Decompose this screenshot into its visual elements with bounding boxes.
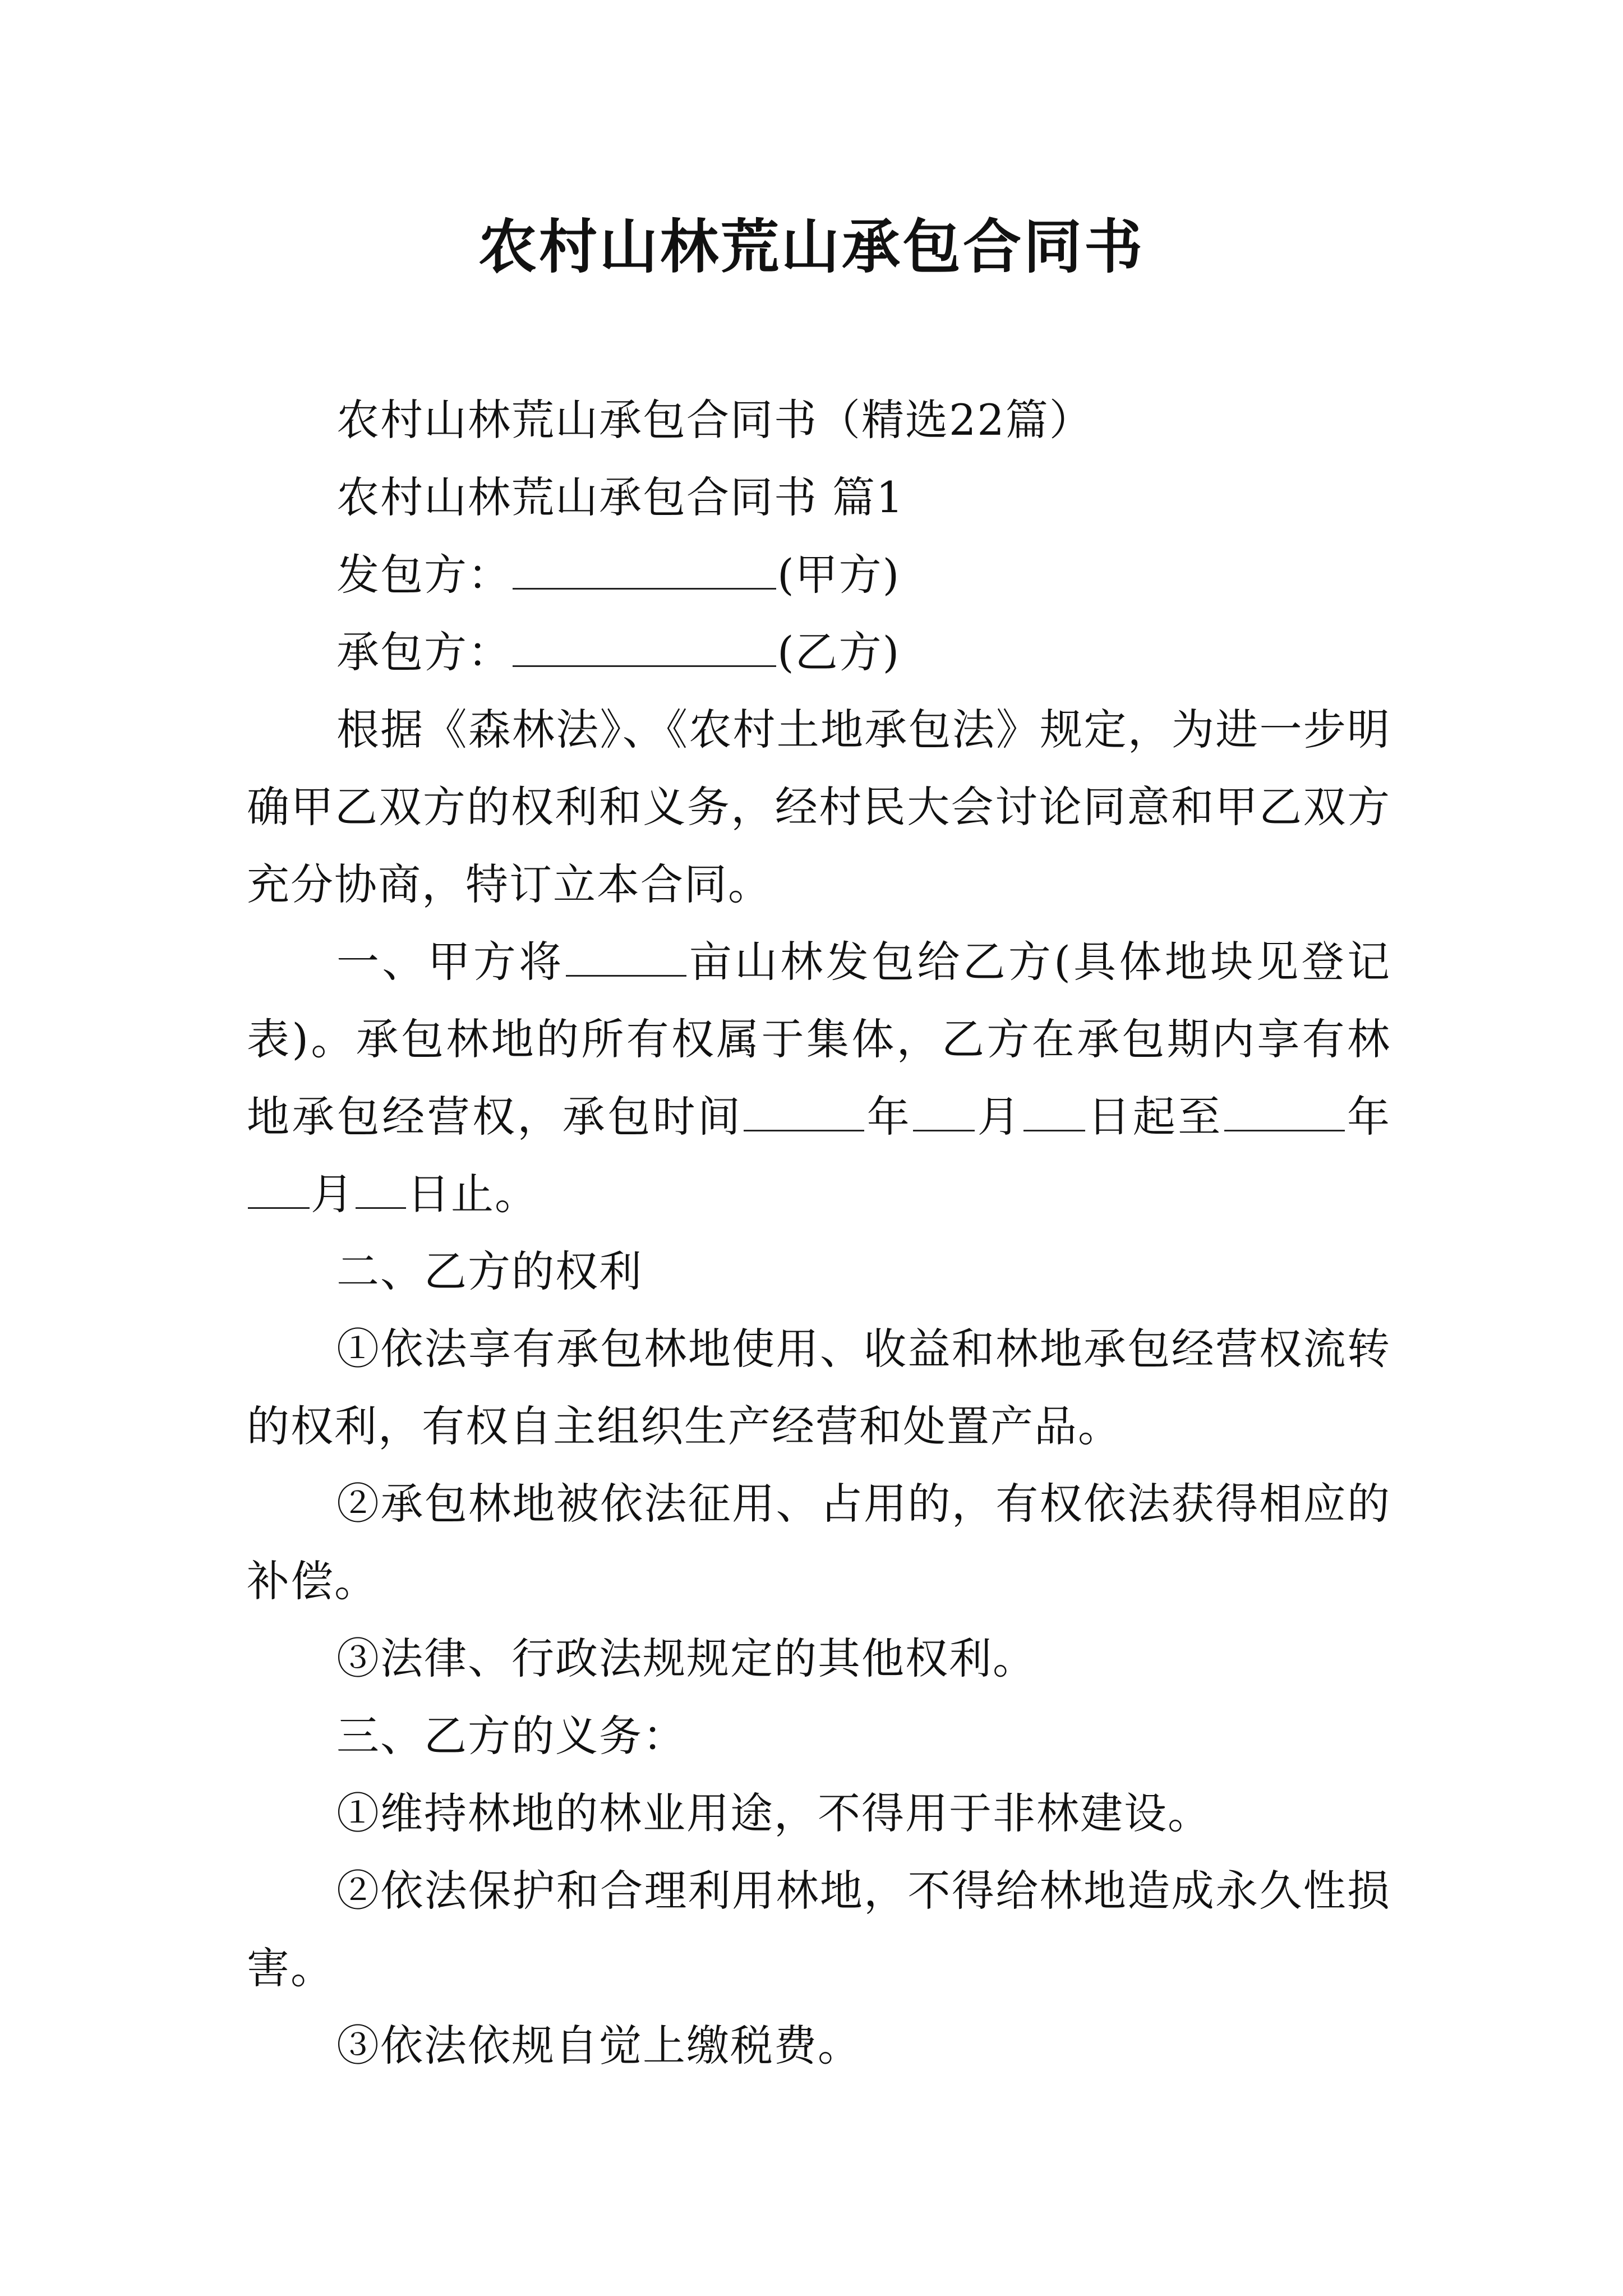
duty-2: ②依法保护和合理利用林地，不得给林地造成永久性损害。 — [247, 1866, 1391, 1993]
party-b-suffix: (乙方) — [777, 627, 901, 677]
end-day-blank — [356, 1165, 406, 1209]
end-month-label: 月 — [311, 1169, 354, 1219]
start-month-blank — [913, 1087, 975, 1131]
party-a-blank — [513, 545, 776, 590]
clause-1-paragraph — [247, 923, 1391, 1233]
start-month-label: 月 — [976, 1092, 1023, 1142]
preamble-paragraph: 根据《森林法》、《农村土地承包法》规定，为进一步明确甲乙双方的权利和义务，经村民大会讨论同意和甲乙双方充分协商，特订立本合同。 — [247, 705, 1391, 909]
right-3: ③法律、行政法规规定的其他权利。 — [336, 1634, 1036, 1683]
start-day-blank — [1023, 1087, 1085, 1131]
right-2: ②承包林地被依法征用、占用的，有权依法获得相应的补偿。 — [247, 1479, 1391, 1606]
start-year-label: 年 — [865, 1092, 912, 1142]
duty-3: ③依法依规自觉上缴税费。 — [336, 2021, 861, 2070]
end-day-label: 日止。 — [407, 1169, 538, 1219]
duties-heading: 三、乙方的义务： — [336, 1711, 686, 1761]
start-year-blank — [744, 1087, 864, 1131]
acreage-blank — [566, 932, 686, 977]
end-year-label: 年 — [1345, 1092, 1391, 1142]
start-day-label: 日起至 — [1086, 1092, 1223, 1142]
rights-heading: 二、乙方的权利 — [336, 1246, 643, 1296]
end-year-blank — [1224, 1087, 1345, 1131]
end-month-blank — [248, 1165, 310, 1209]
document-body — [247, 381, 1391, 2085]
right-1: ①依法享有承包林地使用、收益和林地承包经营权流转的权利，有权自主组织生产经营和处置产品。 — [247, 1324, 1391, 1451]
party-a-line — [247, 536, 1391, 614]
duty-1: ①维持林地的林业用途，不得用于非林建设。 — [336, 1788, 1211, 1838]
clause-1-part2: 亩山林发包给乙方(具体地块见登记表)。承包林地的所有权属于集体，乙方在承包期内享有林地承包经营权，承包时间 — [247, 937, 1391, 1142]
party-b-line — [247, 614, 1391, 691]
subtitle: 农村山林荒山承包合同书（精选22篇） — [336, 395, 1093, 445]
party-a-label: 发包方： — [336, 550, 511, 600]
party-b-blank — [513, 623, 776, 667]
party-b-label: 承包方： — [336, 627, 511, 677]
section-heading: 农村山林荒山承包合同书 篇1 — [336, 472, 905, 522]
document-title: 农村山林荒山承包合同书 — [478, 212, 1145, 281]
clause-1-part1: 一、甲方将 — [336, 937, 565, 987]
party-a-suffix: (甲方) — [777, 550, 901, 600]
